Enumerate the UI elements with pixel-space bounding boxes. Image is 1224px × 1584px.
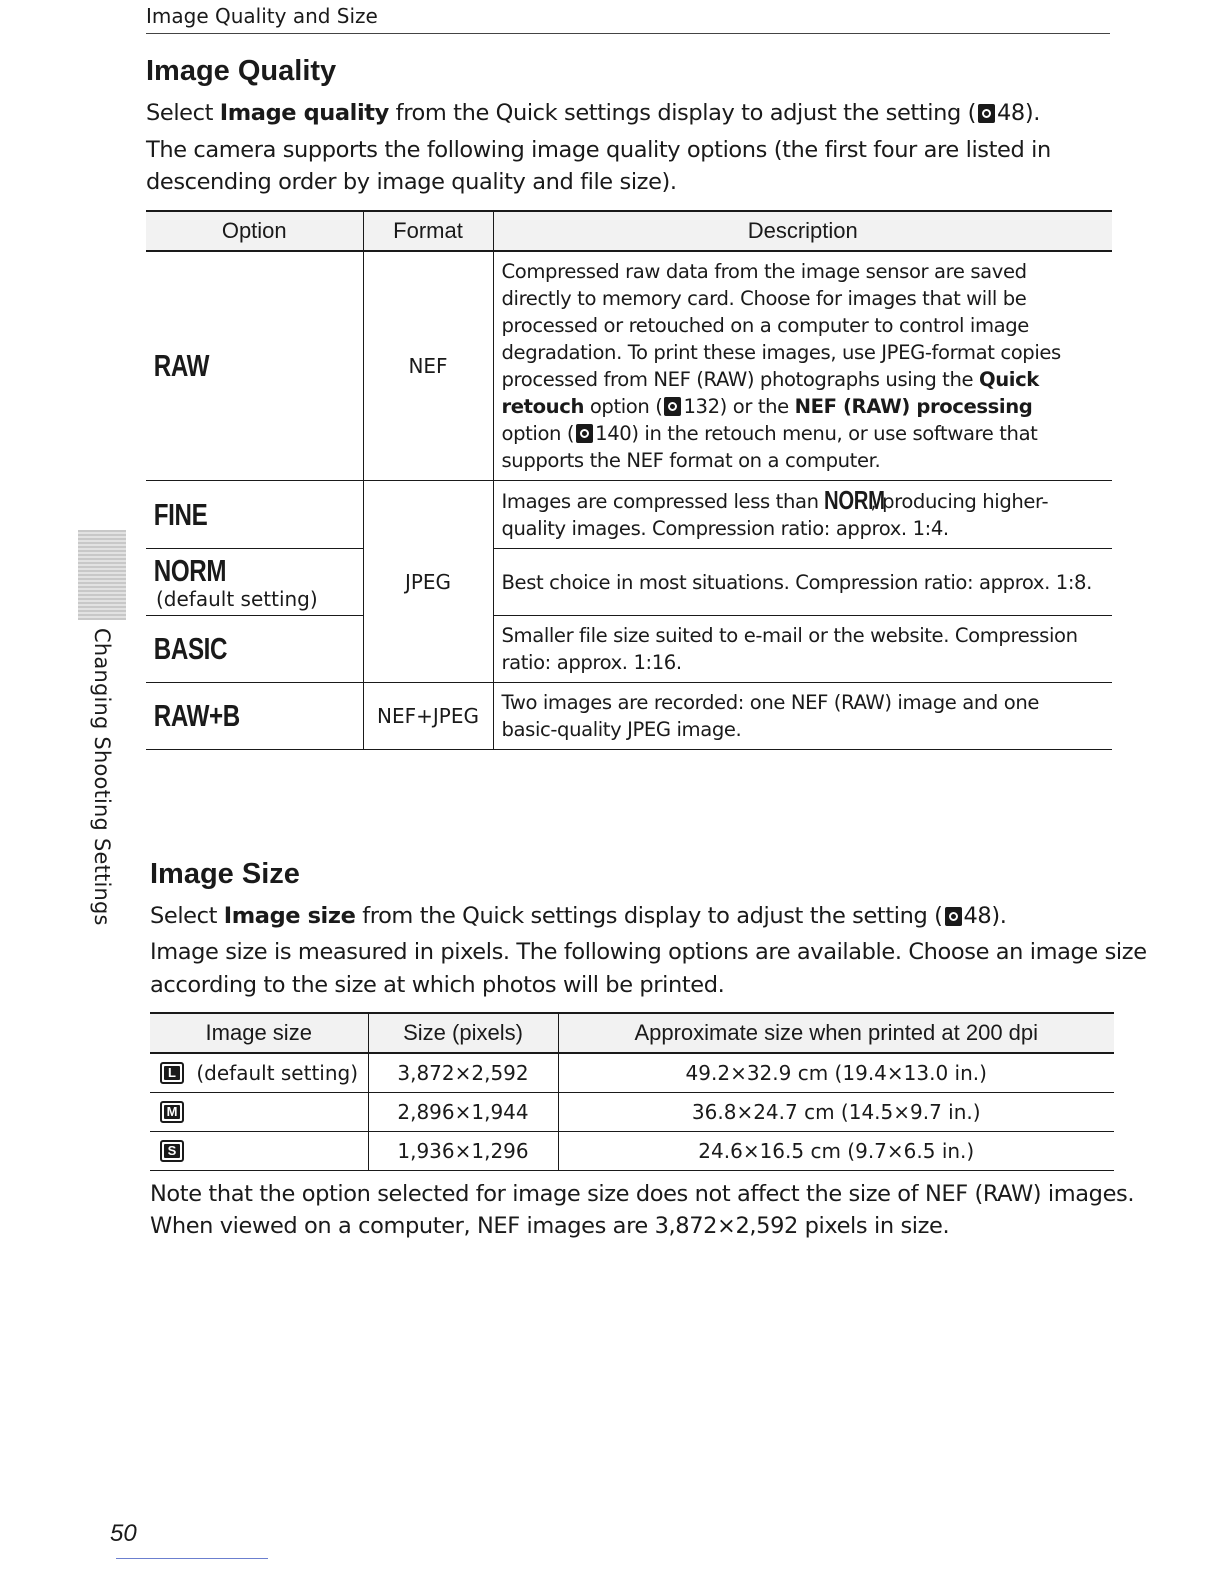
description-basic: Smaller file size suited to e-mail or the website. Compression ratio: approx. 1:16. (493, 616, 1112, 683)
running-header: Image Quality and Size (146, 4, 378, 28)
note-line2: When viewed on a computer, NEF images are 3,872×2,592 pixels in size. (150, 1213, 950, 1239)
print-size-cell: 24.6×16.5 cm (9.7×6.5 in.) (558, 1132, 1114, 1171)
size-large-icon: L (160, 1062, 184, 1084)
col-header-print-size: Approximate size when printed at 200 dpi (558, 1013, 1114, 1053)
option-fine: FINE (153, 496, 208, 532)
option-raw: RAW (153, 348, 210, 383)
col-header-image-size: Image size (150, 1013, 368, 1053)
section2-para2-line2: according to the size at which photos will be printed. (150, 972, 725, 998)
table-row (150, 1093, 1114, 1132)
option-norm-default: (default setting) (156, 587, 318, 611)
table-row: L (default setting) 3,872×2,592 49.2×32.9 cm (19.4×13.0 in.) (150, 1053, 1114, 1093)
col-header-size-pixels: Size (pixels) (368, 1013, 558, 1053)
page-ref-icon (664, 397, 681, 416)
section1-para2-line2: descending order by image quality and file size). (146, 169, 677, 195)
option-basic: BASIC (153, 631, 228, 666)
image-quality-table (146, 210, 1112, 750)
side-thumb-tab (78, 530, 126, 620)
table-row (146, 481, 1112, 549)
table-row (146, 683, 1112, 750)
table-row (150, 1132, 1114, 1171)
page-number: 50 (110, 1520, 137, 1547)
footer-rule (116, 1558, 268, 1559)
size-pixels-cell: 3,872×2,592 (368, 1053, 558, 1093)
section1-para2-line1: The camera supports the following image quality options (the first four are listed in (146, 137, 1051, 163)
size-pixels-cell: 2,896×1,944 (368, 1093, 558, 1132)
option-raw-b: RAW+B (153, 698, 240, 733)
print-size-cell: 49.2×32.9 cm (19.4×13.0 in.) (558, 1053, 1114, 1093)
section1-intro: Select Image quality from the Quick settings display to adjust the setting ( 48). (146, 100, 1040, 126)
side-tab-label: Changing Shooting Settings (90, 628, 114, 926)
format-nef: NEF (363, 251, 493, 481)
description-raw-b: Two images are recorded: one NEF (RAW) image and one basic-quality JPEG image. (493, 683, 1112, 750)
description-norm: Best choice in most situations. Compression ratio: approx. 1:8. (493, 549, 1112, 616)
section-title-image-size: Image Size (150, 858, 300, 890)
format-jpeg: JPEG (363, 481, 493, 683)
col-header-option: Option (146, 211, 363, 251)
description-raw: Compressed raw data from the image sensor are saved directly to memory card. Choose for images that will be processed or retouched on a computer to control image degradation. To print these images, use JPEG-format copies processed from NEF (RAW) photographs using the Quick retouch option ( 132) or the NEF (RAW) processing option ( 140) in the retouch menu, or use software that supports the NEF format on a computer. (493, 251, 1112, 481)
page-ref-icon (978, 104, 995, 123)
note-line1: Note that the option selected for image size does not affect the size of NEF (RAW) images. (150, 1181, 1135, 1207)
header-rule (146, 33, 1110, 34)
description-fine: Images are compressed less than NORM, producing higher- quality images. Compression ratio: approx. 1:4. (493, 481, 1112, 549)
size-small-icon: S (160, 1140, 184, 1162)
section2-intro: Select Image size from the Quick settings display to adjust the setting ( 48). (150, 903, 1007, 929)
image-size-table (150, 1012, 1114, 1171)
table-row (146, 251, 1112, 481)
format-nef-jpeg: NEF+JPEG (363, 683, 493, 750)
page-ref-icon (576, 424, 593, 443)
table-row (146, 549, 1112, 616)
col-header-description: Description (493, 211, 1112, 251)
section-title-image-quality: Image Quality (146, 55, 337, 87)
size-pixels-cell: 1,936×1,296 (368, 1132, 558, 1171)
page-ref-icon (945, 907, 962, 926)
size-medium-icon: M (160, 1101, 184, 1123)
print-size-cell: 36.8×24.7 cm (14.5×9.7 in.) (558, 1093, 1114, 1132)
option-norm: NORM (153, 553, 227, 588)
section2-para2-line1: Image size is measured in pixels. The following options are available. Choose an image size (150, 939, 1147, 965)
col-header-format: Format (363, 211, 493, 251)
table-row (146, 616, 1112, 683)
